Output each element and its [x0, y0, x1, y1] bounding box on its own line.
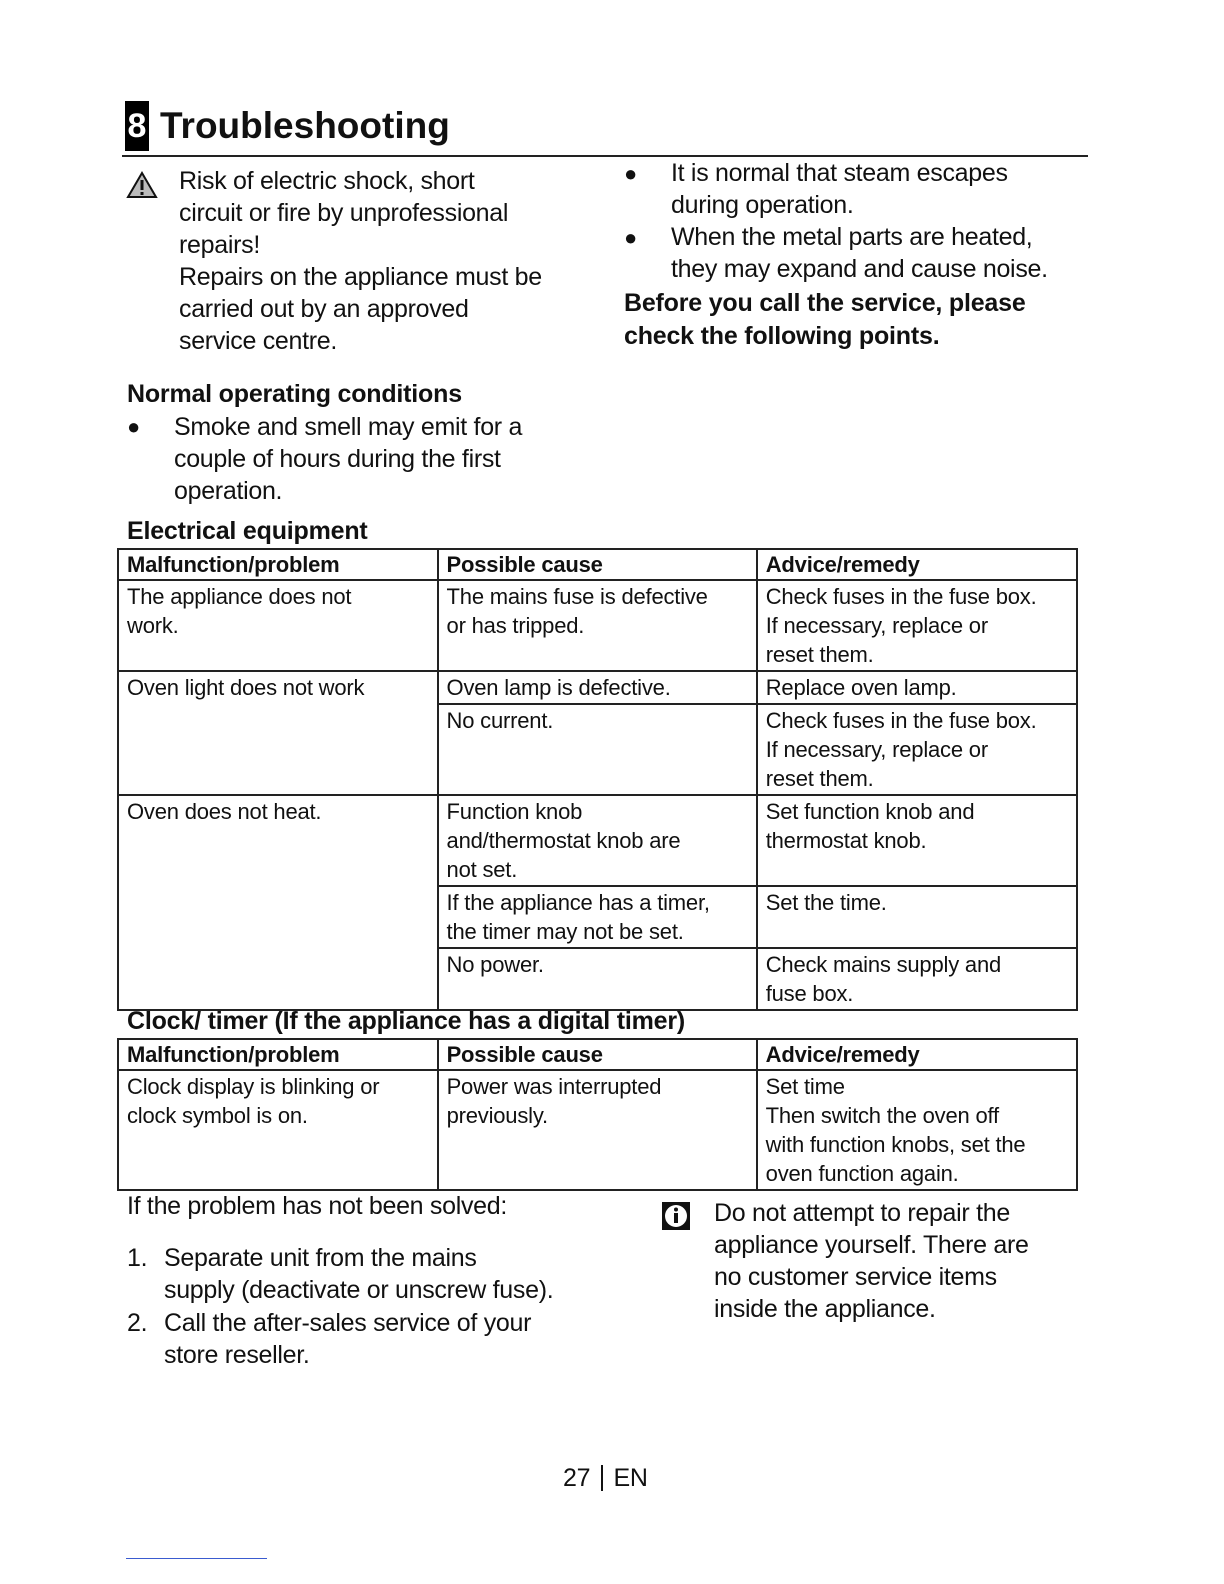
- cause-cell: Power was interrupted previously.: [438, 1070, 757, 1190]
- header-cause: Possible cause: [438, 1039, 757, 1070]
- clock-heading: Clock/ timer (If the appliance has a digital timer): [127, 1007, 685, 1035]
- info-icon: [662, 1202, 690, 1230]
- problem-cell: Oven does not heat.: [118, 795, 438, 1010]
- bullet: ●: [127, 414, 141, 439]
- page-title: Troubleshooting: [160, 105, 450, 146]
- language-code: EN: [613, 1464, 648, 1492]
- bullet: ●: [624, 161, 638, 186]
- unsolved-intro: If the problem has not been solved:: [127, 1192, 508, 1220]
- step-number: 2.: [127, 1309, 148, 1337]
- electrical-table: [117, 548, 1078, 1011]
- step-2-text: Call the after-sales service of your store reseller.: [164, 1309, 532, 1369]
- remedy-cell: Replace oven lamp.: [757, 671, 1077, 704]
- table-row: [118, 580, 1077, 671]
- header-remedy: Advice/remedy: [757, 549, 1077, 580]
- warning-triangle-icon: [126, 171, 158, 199]
- normal-bullet-3: When the metal parts are heated, they may expand and cause noise.: [671, 223, 1048, 283]
- remedy-cell: Set function knob and thermostat knob.: [757, 795, 1077, 886]
- header-cause: Possible cause: [438, 549, 757, 580]
- cause-cell: If the appliance has a timer, the timer may not be set.: [438, 886, 757, 948]
- page-number: 27: [563, 1464, 591, 1492]
- bullet: ●: [624, 225, 638, 250]
- cause-cell: No power.: [438, 948, 757, 1010]
- remedy-cell: Check fuses in the fuse box. If necessary, replace or reset them.: [757, 704, 1077, 795]
- cause-cell: Oven lamp is defective.: [438, 671, 757, 704]
- problem-cell: The appliance does not work.: [118, 580, 438, 671]
- table-header-row: [118, 549, 1077, 580]
- cause-cell: Function knob and/thermostat knob are not set.: [438, 795, 757, 886]
- remedy-cell: Set the time.: [757, 886, 1077, 948]
- remedy-cell: Set time Then switch the oven off with function knobs, set the oven function again.: [757, 1070, 1077, 1190]
- problem-cell: Clock display is blinking or clock symbol is on.: [118, 1070, 438, 1190]
- header-problem: Malfunction/problem: [118, 1039, 438, 1070]
- table-row: [118, 671, 1077, 704]
- table-row: [118, 1070, 1077, 1190]
- table-header-row: [118, 1039, 1077, 1070]
- info-text: Do not attempt to repair the appliance yourself. There are no customer service items inside the appliance.: [714, 1199, 1029, 1323]
- warning-text: Risk of electric shock, short circuit or fire by unprofessional repairs! Repairs on the appliance must be carried out by an approved service centre.: [179, 167, 542, 355]
- step-1-text: Separate unit from the mains supply (deactivate or unscrew fuse).: [164, 1244, 554, 1304]
- header-problem: Malfunction/problem: [118, 549, 438, 580]
- normal-bullet-1: Smoke and smell may emit for a couple of hours during the first operation.: [174, 413, 523, 505]
- chapter-number: 8: [125, 101, 149, 151]
- footer-underline: [126, 1558, 267, 1559]
- page-footer: [563, 1462, 648, 1494]
- cause-cell: No current.: [438, 704, 757, 795]
- before-service-note: Before you call the service, please check the following points.: [624, 289, 1026, 350]
- normal-bullet-2: It is normal that steam escapes during operation.: [671, 159, 1008, 219]
- remedy-cell: Check fuses in the fuse box. If necessary, replace or reset them.: [757, 580, 1077, 671]
- problem-cell: Oven light does not work: [118, 671, 438, 795]
- electrical-heading: Electrical equipment: [127, 517, 368, 545]
- step-number: 1.: [127, 1244, 148, 1272]
- footer-separator: [601, 1465, 603, 1491]
- header-remedy: Advice/remedy: [757, 1039, 1077, 1070]
- cause-cell: The mains fuse is defective or has tripped.: [438, 580, 757, 671]
- table-row: [118, 795, 1077, 886]
- clock-table: [117, 1038, 1078, 1191]
- normal-conditions-heading: Normal operating conditions: [127, 380, 462, 408]
- remedy-cell: Check mains supply and fuse box.: [757, 948, 1077, 1010]
